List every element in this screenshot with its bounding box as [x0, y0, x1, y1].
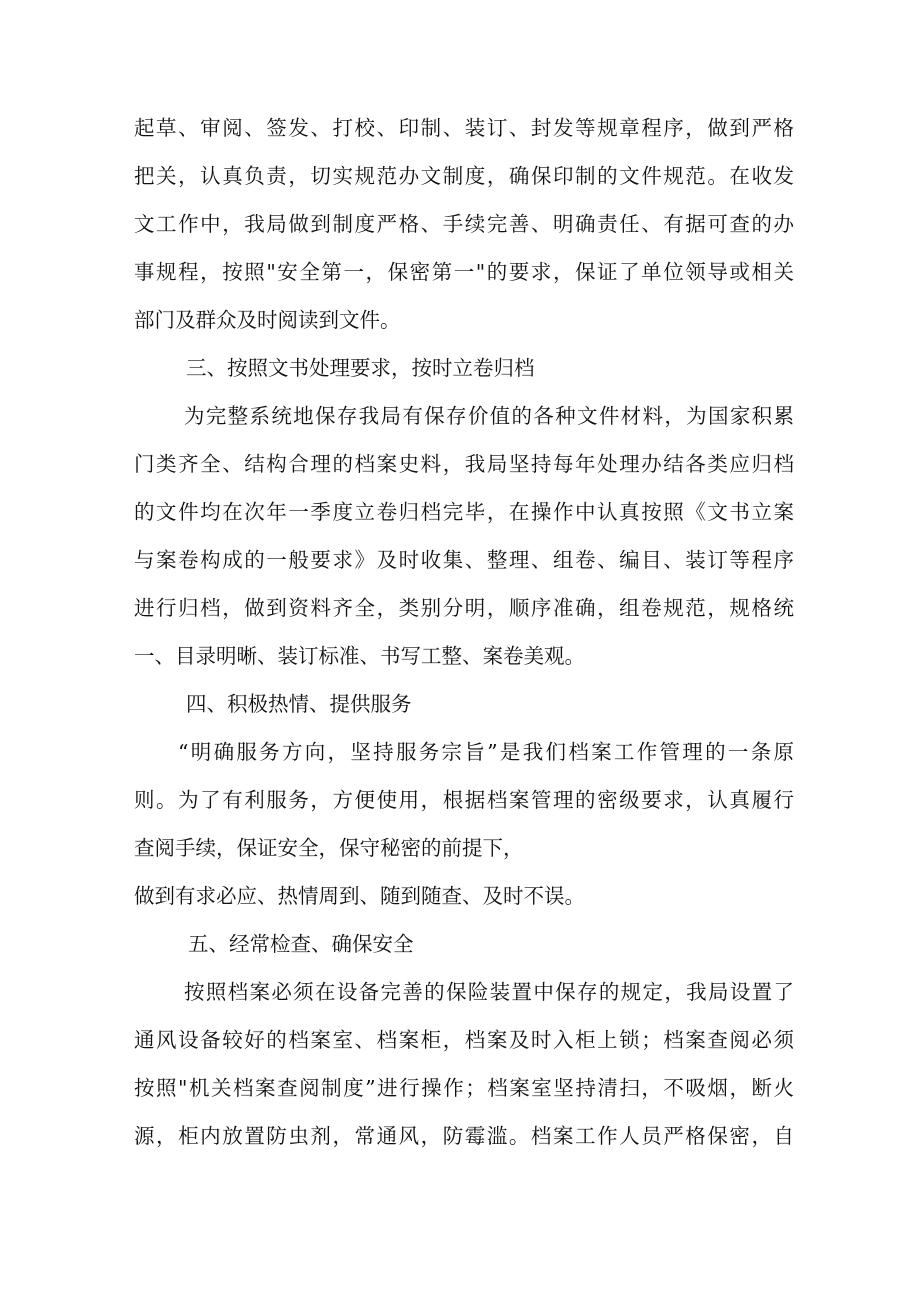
paragraph-line: 与案卷构成的一般要求》及时收集、整理、组卷、编目、装订等程序: [134, 548, 794, 572]
paragraph-line: 门类齐全、结构合理的档案史料，我局坚持每年处理办结各类应归档: [134, 452, 794, 476]
section-heading-4: 四、积极热情、提供服务: [186, 692, 412, 716]
paragraph-line: 为完整系统地保存我局有保存价值的各种文件材料，为国家积累: [184, 404, 794, 428]
paragraph-line: 则。为了有利服务，方便使用，根据档案管理的密级要求，认真履行: [134, 788, 794, 812]
paragraph-line: “明确服务方向，坚持服务宗旨”是我们档案工作管理的一条原: [178, 740, 794, 764]
paragraph-line: 查阅手续，保证安全，保守秘密的前提下，: [134, 836, 524, 860]
paragraph-line: 按照档案必须在设备完善的保险装置中保存的规定，我局设置了: [184, 980, 794, 1004]
paragraph-line: 起草、审阅、签发、打校、印制、装订、封发等规章程序，做到严格: [134, 116, 794, 140]
paragraph-line: 进行归档，做到资料齐全，类别分明，顺序准确，组卷规范，规格统: [134, 596, 794, 620]
paragraph-line: 做到有求必应、热情周到、随到随查、及时不误。: [134, 884, 585, 908]
paragraph-line: 通风设备较好的档案室、档案柜，档案及时入柜上锁；档案查阅必须: [134, 1028, 794, 1052]
document-body: [134, 104, 794, 1160]
paragraph-line: 部门及群众及时阅读到文件。: [134, 308, 401, 332]
paragraph-line: 一、目录明晰、装订标准、书写工整、案卷美观。: [134, 644, 585, 668]
paragraph-line: 文工作中，我局做到制度严格、手续完善、明确责任、有据可查的办: [134, 212, 794, 236]
paragraph-line: 把关，认真负责，切实规范办文制度，确保印制的文件规范。在收发: [134, 164, 794, 188]
paragraph-line: 源，柜内放置防虫剂，常通风，防霉滥。档案工作人员严格保密，自: [134, 1124, 794, 1148]
paragraph-line: 事规程，按照"安全第一，保密第一"的要求，保证了单位领导或相关: [134, 260, 794, 284]
section-heading-5: 五、经常检查、确保安全: [188, 932, 414, 956]
section-heading-3: 三、按照文书处理要求，按时立卷归档: [186, 356, 535, 380]
paragraph-line: 的文件均在次年一季度立卷归档完毕，在操作中认真按照《文书立案: [134, 500, 794, 524]
paragraph-line: 按照"机关档案查阅制度”进行操作；档案室坚持清扫，不吸烟，断火: [134, 1076, 794, 1100]
